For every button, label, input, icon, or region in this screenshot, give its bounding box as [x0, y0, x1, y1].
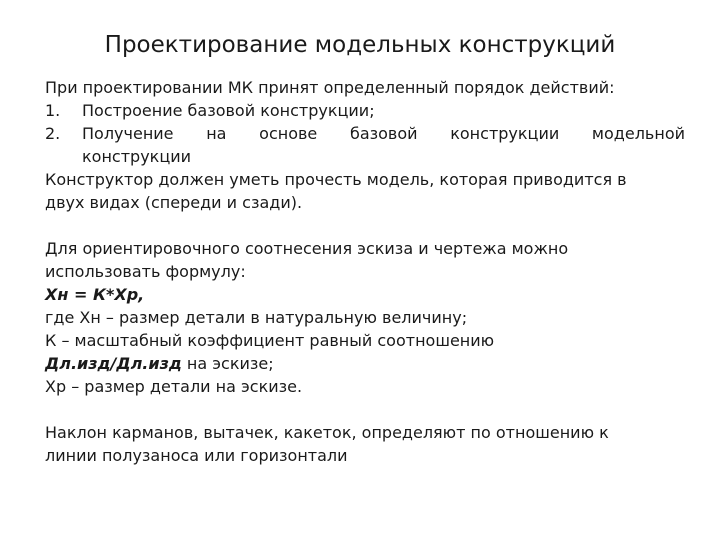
formula-intro-line-2: использовать формулу:: [45, 262, 246, 281]
formula-where-line: где Хн – размер детали в натуральную величину;: [45, 308, 468, 327]
constructor-line-2: двух видах (спереди и сзади).: [45, 193, 303, 212]
list-item-2: [45, 122, 685, 168]
intro-line: При проектировании МК принят определенный порядок действий:: [45, 78, 615, 97]
sketch-size-line: Хр – размер детали на эскизе.: [45, 377, 303, 396]
formula-intro-line-1: Для ориентировочного соотнесения эскиза и чертежа можно: [45, 239, 569, 258]
slide-content: [45, 76, 685, 467]
slope-line-2: линии полузаноса или горизонтали: [45, 446, 348, 465]
ratio-suffix: на эскизе;: [181, 354, 274, 373]
list-number-1: 1.: [45, 101, 61, 120]
paragraph-gap-2: [45, 398, 685, 421]
list-text-2-line2: конструкции: [82, 147, 192, 166]
coefficient-line: К – масштабный коэффициент равный соотношению: [45, 331, 495, 350]
ratio-line: [45, 352, 685, 375]
constructor-line-1: Конструктор должен уметь прочесть модель, которая приводится в: [45, 170, 627, 189]
list-number-2: 2.: [45, 124, 61, 143]
list-text-2-line1: Получение на основе базовой конструкции модельной: [82, 124, 685, 143]
list-text-1: Построение базовой конструкции;: [82, 101, 375, 120]
slope-line-1: Наклон карманов, вытачек, какеток, определяют по отношению к: [45, 423, 609, 442]
list-item-1: [45, 99, 685, 122]
list-text-2: [82, 122, 685, 168]
paragraph-gap-1: [45, 214, 685, 237]
ratio-bold: Дл.изд/Дл.изд: [45, 354, 182, 373]
formula: Хн = К*Хр,: [45, 285, 145, 304]
slide-title: Проектирование модельных конструкций: [104, 32, 616, 58]
